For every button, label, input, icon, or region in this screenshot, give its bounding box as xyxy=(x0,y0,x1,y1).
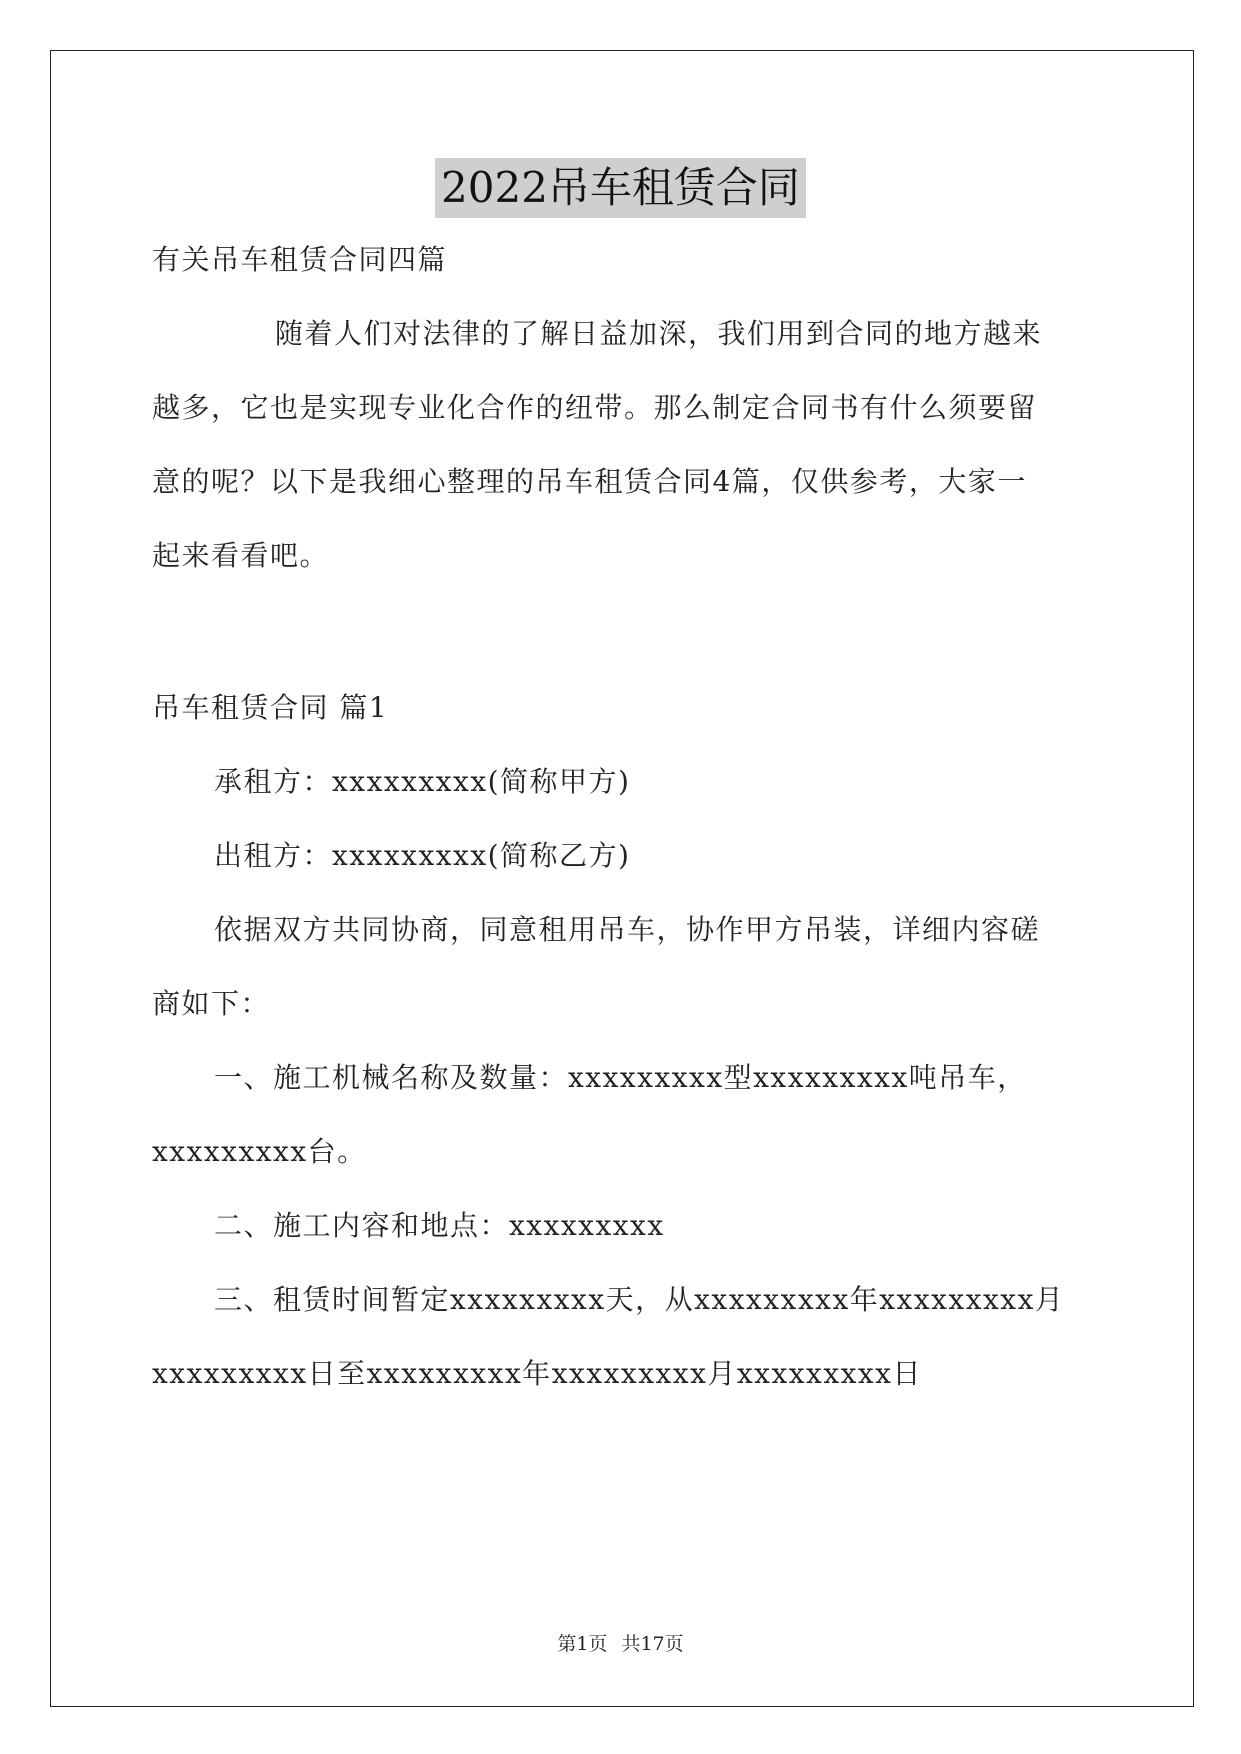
agreement-line-2: 商如下： xyxy=(152,987,271,1020)
agreement-line-1: 依据双方共同协商，同意租用吊车，协作甲方吊装，详细内容磋 xyxy=(214,913,1041,946)
title-container xyxy=(0,158,1241,218)
clause-1-line-2: xxxxxxxxx台。 xyxy=(152,1135,367,1168)
document-subtitle: 有关吊车租赁合同四篇 xyxy=(152,243,448,276)
document-title: 2022吊车租赁合同 xyxy=(435,158,806,218)
clause-1-line-1: 一、施工机械名称及数量：xxxxxxxxx型xxxxxxxxx吨吊车， xyxy=(214,1061,1027,1094)
intro-line-2: 越多，它也是实现专业化合作的纽带。那么制定合同书有什么须要留 xyxy=(152,391,1038,424)
page-number: 第1页 xyxy=(557,1633,608,1655)
intro-line-4: 起来看看吧。 xyxy=(152,539,330,572)
clause-3-line-2: xxxxxxxxx日至xxxxxxxxx年xxxxxxxxx月xxxxxxxxx日 xyxy=(152,1357,922,1390)
page-footer xyxy=(0,1632,1241,1656)
intro-line-1: 随着人们对法律的了解日益加深，我们用到合同的地方越来 xyxy=(275,317,1043,350)
page-border xyxy=(50,50,1194,1707)
intro-line-3: 意的呢？以下是我细心整理的吊车租赁合同4篇，仅供参考，大家一 xyxy=(152,465,1027,498)
clause-3-line-1: 三、租赁时间暂定xxxxxxxxx天，从xxxxxxxxx年xxxxxxxxx月 xyxy=(214,1283,1065,1316)
clause-2-line: 二、施工内容和地点：xxxxxxxxx xyxy=(214,1209,665,1242)
section-heading: 吊车租赁合同 篇1 xyxy=(152,691,389,724)
lessee-line: 承租方：xxxxxxxxx(简称甲方) xyxy=(214,765,631,798)
page-total: 共17页 xyxy=(621,1633,684,1655)
lessor-line: 出租方：xxxxxxxxx(简称乙方) xyxy=(214,839,631,872)
